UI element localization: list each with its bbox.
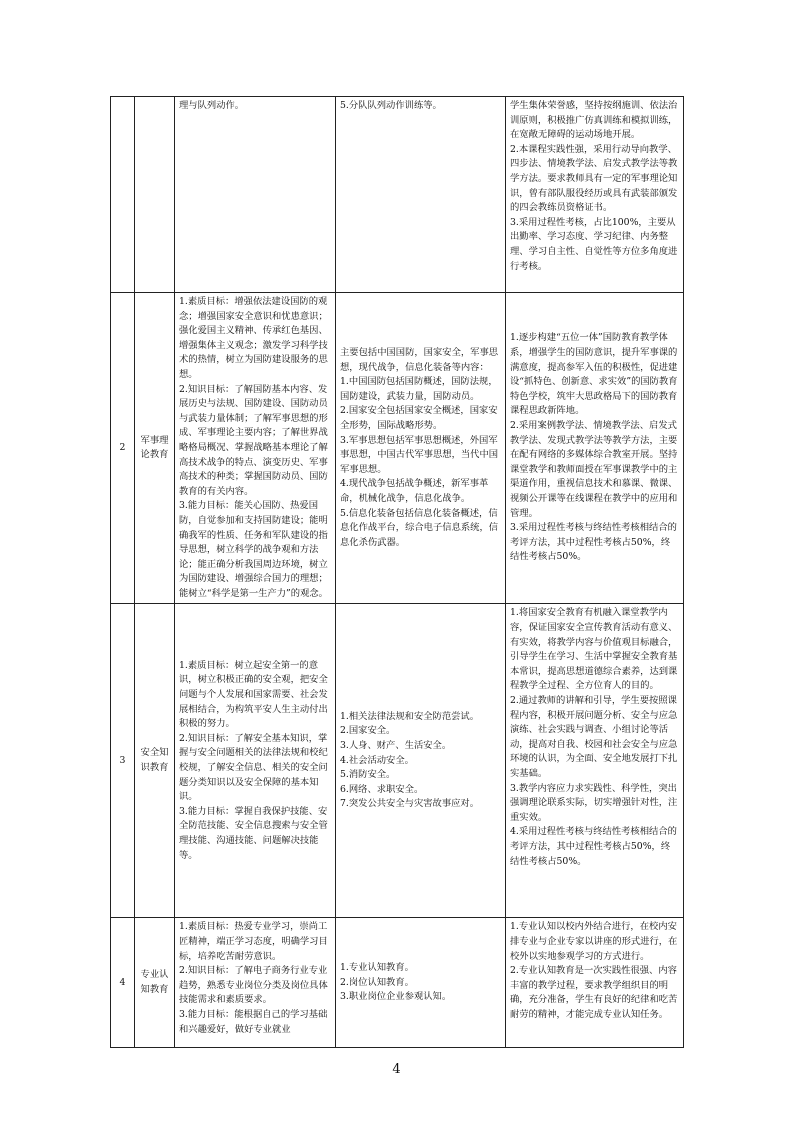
content-cell — [336, 918, 506, 1048]
requirements-cell — [506, 293, 684, 604]
content-line: 1.中国国防包括国防概述，国防法规，国防建设，武装力量，国防动员。 — [340, 376, 498, 402]
requirement-line: 2.本课程实践性强，采用行动导向教学、四步法、情境教学法、启发式教学法等教学方法。要求教师具有一定的军事理论知识，曾有部队服役经历或具有武装部颁发的四会教练员资格证书。 — [510, 143, 678, 214]
requirement-line: 3.采用过程性考核，占比100%，主要从出勤率、学习态度、学习纪律、内务整理、学习自主性、自觉性等方位多角度进行考核。 — [510, 216, 678, 272]
content-line: 3.职业岗位企业参观认知。 — [340, 991, 452, 1003]
objective-line: 1.素质目标：树立起安全第一的意识，树立积极正确的安全观，把安全问题与个人发展和国家需要、社会发展相结合，为构筑平安人生主动付出积极的努力。 — [179, 659, 328, 730]
content-line: 2.国家安全包括国家安全概述，国家安全形势，国际战略形势。 — [340, 405, 498, 432]
objectives-cell — [175, 918, 336, 1048]
requirement-line: 2.专业认知教育是一次实践性很强、内容丰富的教学过程，要求教学组织目的明确，充分准备，学生有良好的纪律和吃苦耐劳的精神，才能完成专业认知任务。 — [510, 965, 678, 1021]
objectives-cell — [175, 97, 336, 293]
page-number: 4 — [392, 1062, 401, 1077]
content-line: 5.信息化装备包括信息化装备概述，信息化作战平台，综合电子信息系统，信息化杀伤武器。 — [340, 507, 499, 548]
course-name — [135, 97, 175, 293]
content-line: 7.突发公共安全与灾害故事应对。 — [340, 798, 480, 810]
objective-line: 3.能力目标：能根据自己的学习基础和兴趣爱好，做好专业就业 — [179, 1009, 328, 1035]
content-line: 2.岗位认知教育。 — [340, 976, 414, 988]
requirement-line: 2.采用案例教学法、情境教学法、启发式教学法、发现式教学法等教学方法，主要在配有网络的多媒体综合教室开展。坚持课堂教学和教师面授在军事课教学中的主渠道作用，重视信息技术和慕课、微课、视频公开课等在线课程在教学中的应用和管理。 — [510, 420, 678, 519]
objective-line: 1.素质目标：增强依法建设国防的观念；增强国家安全意识和忧患意识；强化爱国主义精神、传承红色基因、增强集体主义观念；激发学习科学技术的热情，树立为国防建设服务的思想。 — [179, 296, 328, 380]
course-name: 安全知识教育 — [135, 604, 175, 918]
requirement-line: 1.专业认知以校内外结合进行，在校内安排专业与企业专家以讲座的形式进行，在校外以实地参观学习的方式进行。 — [510, 921, 678, 962]
requirement-line: 1.逐步构建“五位一体”国防教育教学体系，增强学生的国防意识，提升军事课的满意度，提高参军入伍的积极性，促进建设“抓特色、创新意、求实效”的国防教育特色学校，筑牢大思政格局下的国防教育课程思政新阵地。 — [510, 332, 678, 417]
content-line: 主要包括中国国防，国家安全，军事思想，现代战争，信息化装备等内容： — [340, 347, 499, 373]
content-line: 5.消防安全。 — [340, 769, 396, 781]
course-name: 专业认知教育 — [135, 918, 175, 1048]
row-number: 2 — [111, 293, 135, 604]
content-line: 5.分队队列动作训练等。 — [340, 100, 442, 111]
table-row — [111, 604, 684, 918]
content-line: 2.国家安全。 — [340, 725, 396, 737]
content-line: 1.专业认知教育。 — [340, 962, 414, 974]
row-number: 3 — [111, 604, 135, 918]
objective-line: 3.能力目标：能关心国防、热爱国防，自觉参加和支持国防建设；能明确我军的性质、任务和军队建设的指导思想，树立科学的战争观和方法论；能正确分析我国周边环境，树立为国防建设、增强综合国力的理想；能树立“科学是第一生产力”的观念。 — [179, 500, 328, 599]
row-number — [111, 97, 135, 293]
content-cell — [336, 604, 506, 918]
objective-line: 2.知识目标：了解国防基本内容、发展历史与法规、国防建设、国防动员与武装力量体制；了解军事思想的形成、军事理论主要内容；了解世界战略格局概况、掌握战略基本理论了解高技术战争的特点、演变历史、军事高技术的种类；掌握国防动员、国防教育的有关内容。 — [179, 383, 328, 497]
course-table — [110, 96, 684, 1048]
objective-line: 2.知识目标：了解安全基本知识，掌握与安全问题相关的法律法规和校纪校规，了解安全信息、相关的安全问题分类知识以及安全保障的基本知识。 — [179, 732, 328, 803]
objective-line: 1.素质目标：热爱专业学习，崇尚工匠精神，端正学习态度，明确学习目标，培养吃苦耐劳意识。 — [179, 921, 328, 962]
requirements-cell — [506, 918, 684, 1048]
objective-line: 3.能力目标：掌握自我保护技能、安全防范技能、安全信息搜索与安全管理技能、沟通技能、问题解决技能等。 — [179, 805, 328, 861]
requirement-line: 3.采用过程性考核与终结性考核相结合的考评方法，其中过程性考核占50%，终结性考核占50%。 — [510, 522, 677, 563]
row-number: 4 — [111, 918, 135, 1048]
table-row — [111, 97, 684, 293]
content-line: 1.相关法律法规和安全防范尝试。 — [340, 710, 480, 722]
table-row — [111, 293, 684, 604]
table-row — [111, 918, 684, 1048]
requirements-cell — [506, 604, 684, 918]
course-name: 军事理论教育 — [135, 293, 175, 604]
objective-line: 2.知识目标：了解电子商务行业专业趋势，熟悉专业岗位分类及岗位具体技能需求和素质要求。 — [179, 965, 328, 1006]
content-cell — [336, 97, 506, 293]
requirements-cell — [506, 97, 684, 293]
requirement-line: 4.采用过程性考核与终结性考核相结合的考评方法，其中过程性考核占50%，终结性考核占50%。 — [510, 826, 677, 867]
objectives-cell — [175, 604, 336, 918]
content-cell — [336, 293, 506, 604]
content-line: 4.现代战争包括战争概述，新军事革命，机械化战争，信息化战争。 — [340, 478, 489, 505]
requirement-line: 1.将国家安全教育有机融入课堂教学内容，保证国家安全宣传教育活动有意义、有实效，将教学内容与价值观目标融合，引导学生在学习、生活中掌握安全教育基本常识，提高思想道德综合素养，达到课程教学全过程、全方位育人的目的。 — [510, 607, 678, 692]
requirement-line: 学生集体荣誉感，坚持按纲施训、依法治训原则，积极推广仿真训练和模拟训练，在宽敞无障碍的运动场地开展。 — [510, 100, 678, 141]
requirement-line: 2.通过教师的讲解和引导，学生要按照课程内容，积极开展问题分析、安全与应急演练、社会实践与调查、小组讨论等活动，提高对自我、校园和社会安全与应急环境的认识，为全面、安全地发展打下扎实基础。 — [510, 695, 678, 779]
content-line: 3.人身、财产、生活安全。 — [340, 740, 452, 752]
content-line: 4.社会活动安全。 — [340, 754, 414, 766]
objectives-cell — [175, 293, 336, 604]
objective-line: 理与队列动作。 — [179, 100, 245, 111]
content-line: 6.网络、求职安全。 — [340, 783, 424, 795]
requirement-line: 3.教学内容应力求实践性、科学性，突出强调理论联系实际，切实增强针对性，注重实效。 — [510, 782, 678, 823]
content-line: 3.军事思想包括军事思想概述，外国军事思想，中国古代军事思想，当代中国军事思想。 — [340, 434, 499, 475]
